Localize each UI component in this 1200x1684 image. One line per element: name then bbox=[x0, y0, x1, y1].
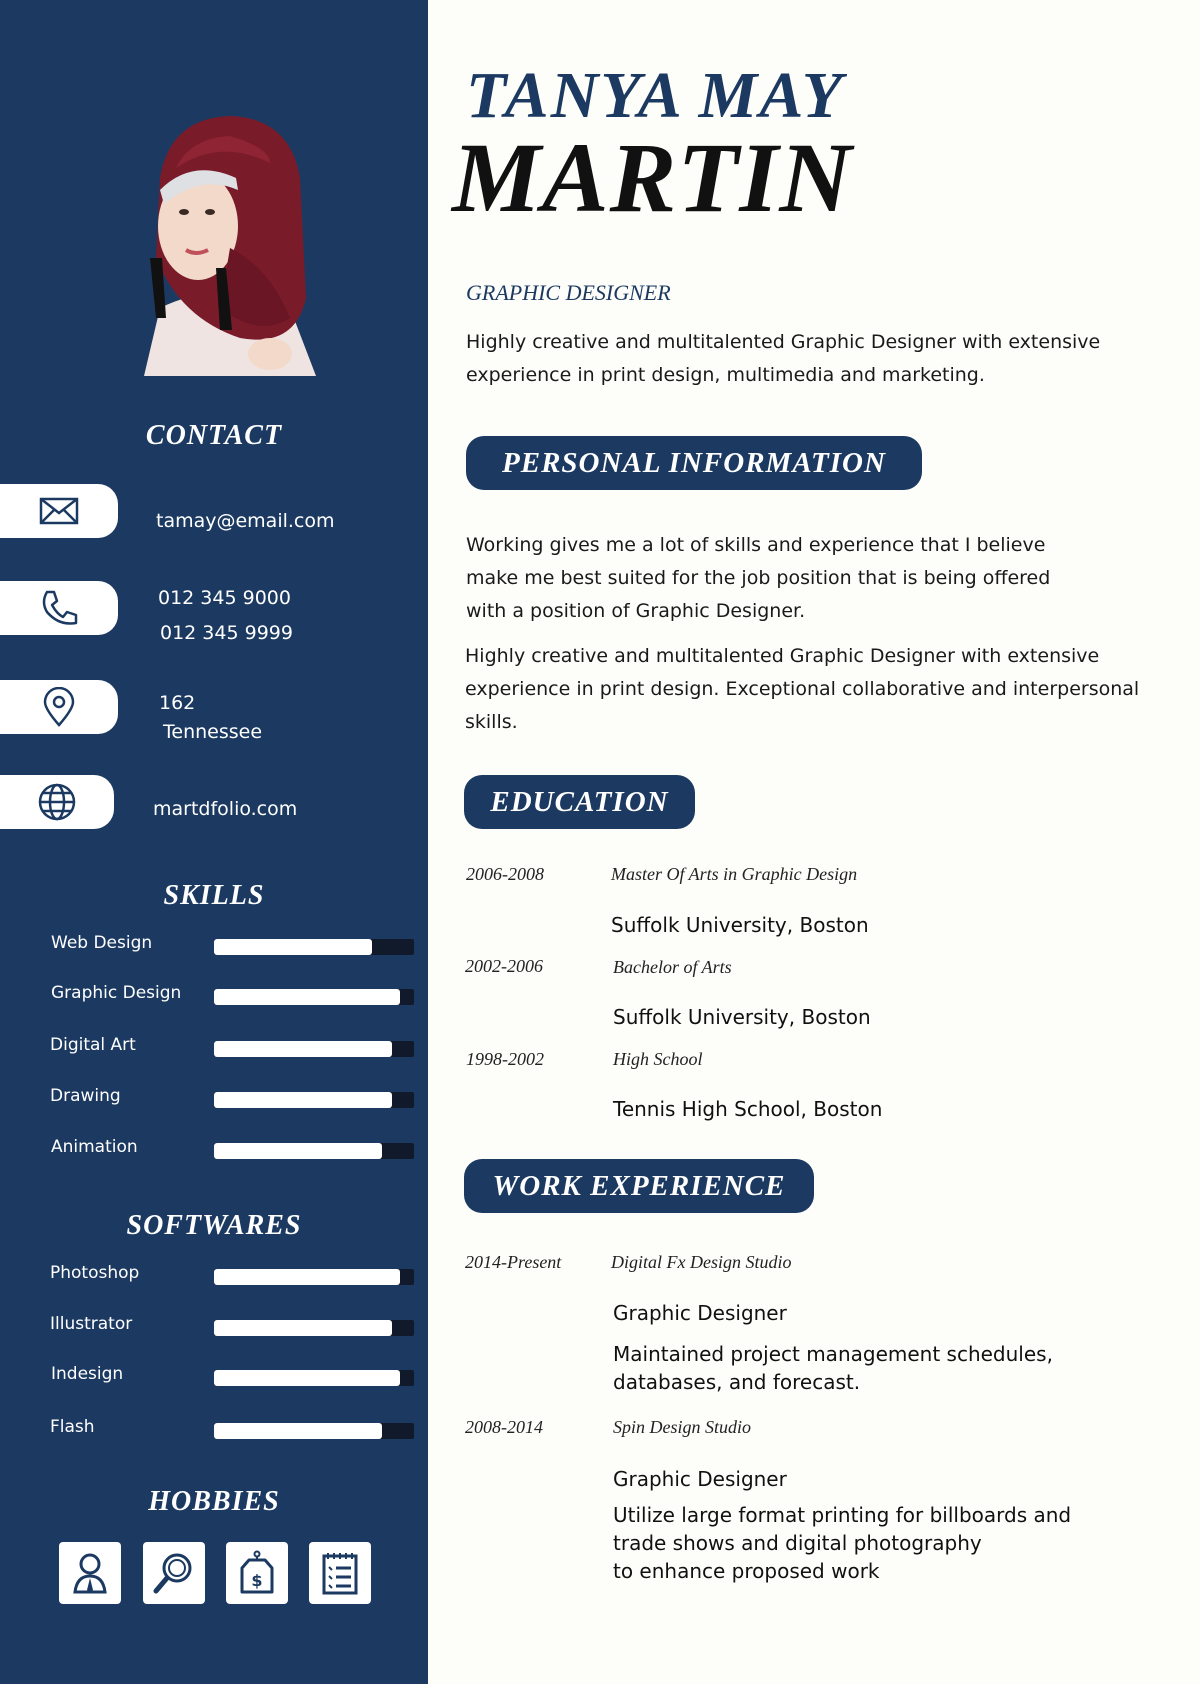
skill-label: Graphic Design bbox=[51, 983, 182, 1003]
magnifier-icon bbox=[151, 1550, 197, 1596]
hobbies-heading: HOBBIES bbox=[148, 1486, 280, 1517]
work-years: 2008-2014 bbox=[465, 1417, 543, 1437]
globe-icon bbox=[37, 782, 77, 822]
skill-bar-fill bbox=[214, 939, 372, 955]
education-heading-label: EDUCATION bbox=[490, 785, 669, 818]
work-experience-heading bbox=[464, 1159, 814, 1213]
website-text[interactable]: martdfolio.com bbox=[153, 798, 298, 820]
phone-icon bbox=[39, 588, 79, 628]
personal-paragraph-2-line: skills. bbox=[465, 711, 518, 733]
skill-label: Animation bbox=[51, 1137, 138, 1157]
work-company: Spin Design Studio bbox=[613, 1417, 751, 1437]
work-description-line: Utilize large format printing for billboards and bbox=[613, 1503, 1072, 1527]
skill-bar-track bbox=[214, 1320, 414, 1336]
work-description-line: trade shows and digital photography bbox=[613, 1531, 982, 1555]
address-line-2: Tennessee bbox=[163, 721, 263, 743]
skill-bar-track bbox=[214, 939, 414, 955]
work-experience-heading-label: WORK EXPERIENCE bbox=[492, 1169, 786, 1202]
envelope-icon bbox=[39, 491, 79, 531]
work-years: 2014-Present bbox=[465, 1252, 562, 1272]
skill-bar-track bbox=[214, 1423, 414, 1439]
skill-bar-track bbox=[214, 1143, 414, 1159]
education-institution: Suffolk University, Boston bbox=[611, 913, 869, 937]
email-text[interactable]: tamay@email.com bbox=[156, 510, 335, 532]
phone-2-text[interactable]: 012 345 9999 bbox=[160, 622, 293, 644]
work-description bbox=[613, 1501, 1071, 1585]
skill-bar-track bbox=[214, 1269, 414, 1285]
hobby-checklist bbox=[309, 1542, 371, 1604]
skill-label: Drawing bbox=[50, 1086, 121, 1106]
hobby-money-tag bbox=[226, 1542, 288, 1604]
skill-bar-fill bbox=[214, 1423, 382, 1439]
softwares-heading: SOFTWARES bbox=[126, 1210, 302, 1241]
education-years: 2002-2006 bbox=[465, 956, 543, 976]
person-award-icon bbox=[67, 1550, 113, 1596]
website-icon-pill bbox=[0, 775, 114, 829]
contact-heading: CONTACT bbox=[145, 420, 283, 451]
skill-label: Illustrator bbox=[50, 1314, 133, 1334]
skill-bar-track bbox=[214, 1370, 414, 1386]
first-name: TANYA MAY bbox=[466, 59, 845, 132]
skill-bar-track bbox=[214, 1092, 414, 1108]
work-description bbox=[613, 1340, 1053, 1396]
skill-bar-fill bbox=[214, 1092, 392, 1108]
skill-bar-fill bbox=[214, 989, 400, 1005]
personal-paragraph-1 bbox=[466, 529, 1050, 628]
sidebar bbox=[0, 0, 428, 1684]
work-description-line: Maintained project management schedules, bbox=[613, 1342, 1053, 1366]
skill-label: Flash bbox=[50, 1417, 95, 1437]
skill-label: Digital Art bbox=[50, 1035, 136, 1055]
personal-paragraph-1-line: make me best suited for the job position that is being offered bbox=[466, 567, 1051, 589]
location-pin-icon bbox=[39, 687, 79, 727]
hobby-person-award bbox=[59, 1542, 121, 1604]
work-role: Graphic Designer bbox=[613, 1467, 787, 1491]
skills-heading: SKILLS bbox=[163, 880, 265, 911]
personal-paragraph-2-line: Highly creative and multitalented Graphic Designer with extensive bbox=[465, 645, 1100, 667]
skill-label: Indesign bbox=[51, 1364, 124, 1384]
education-degree: Bachelor of Arts bbox=[613, 957, 732, 977]
phone-1-text[interactable]: 012 345 9000 bbox=[158, 587, 291, 609]
education-heading bbox=[464, 775, 695, 829]
work-role: Graphic Designer bbox=[613, 1301, 787, 1325]
location-icon-pill bbox=[0, 680, 118, 734]
work-company: Digital Fx Design Studio bbox=[611, 1252, 792, 1272]
personal-paragraph-2-line: experience in print design. Exceptional collaborative and interpersonal bbox=[465, 678, 1140, 700]
personal-information-heading bbox=[466, 436, 922, 490]
skill-bar-fill bbox=[214, 1269, 400, 1285]
main-content bbox=[428, 0, 1200, 1684]
svg-text:$: $ bbox=[251, 1571, 263, 1590]
email-icon-pill bbox=[0, 484, 118, 538]
skill-bar-fill bbox=[214, 1370, 400, 1386]
work-description-line: to enhance proposed work bbox=[613, 1559, 880, 1583]
education-institution: Suffolk University, Boston bbox=[613, 1005, 871, 1029]
address-line-1: 162 bbox=[159, 692, 196, 714]
skill-label: Photoshop bbox=[50, 1263, 140, 1283]
education-degree: High School bbox=[613, 1049, 703, 1069]
education-institution: Tennis High School, Boston bbox=[613, 1097, 883, 1121]
skill-label: Web Design bbox=[51, 933, 153, 953]
education-years: 2006-2008 bbox=[466, 864, 544, 884]
last-name: MARTIN bbox=[452, 122, 853, 233]
hobby-magnifier bbox=[143, 1542, 205, 1604]
education-degree: Master Of Arts in Graphic Design bbox=[611, 864, 858, 884]
skill-bar-fill bbox=[214, 1320, 392, 1336]
phone-icon-pill bbox=[0, 581, 118, 635]
personal-paragraph-2 bbox=[465, 640, 1139, 739]
checklist-icon bbox=[317, 1550, 363, 1596]
summary-text: Highly creative and multitalented Graphic Designer with extensive experience in print design, multimedia and marketing. bbox=[466, 331, 1101, 386]
profile-photo bbox=[120, 108, 320, 376]
work-description-line: databases, and forecast. bbox=[613, 1370, 861, 1394]
personal-paragraph-1-line: with a position of Graphic Designer. bbox=[466, 600, 806, 622]
skill-bar-fill bbox=[214, 1143, 382, 1159]
education-years: 1998-2002 bbox=[466, 1049, 544, 1069]
personal-information-heading-label: PERSONAL INFORMATION bbox=[502, 446, 886, 479]
money-tag-icon bbox=[234, 1550, 280, 1596]
skill-bar-track bbox=[214, 989, 414, 1005]
skill-bar-fill bbox=[214, 1041, 392, 1057]
skill-bar-track bbox=[214, 1041, 414, 1057]
job-title: GRAPHIC DESIGNER bbox=[466, 280, 671, 305]
personal-paragraph-1-line: Working gives me a lot of skills and experience that I believe bbox=[466, 534, 1046, 556]
